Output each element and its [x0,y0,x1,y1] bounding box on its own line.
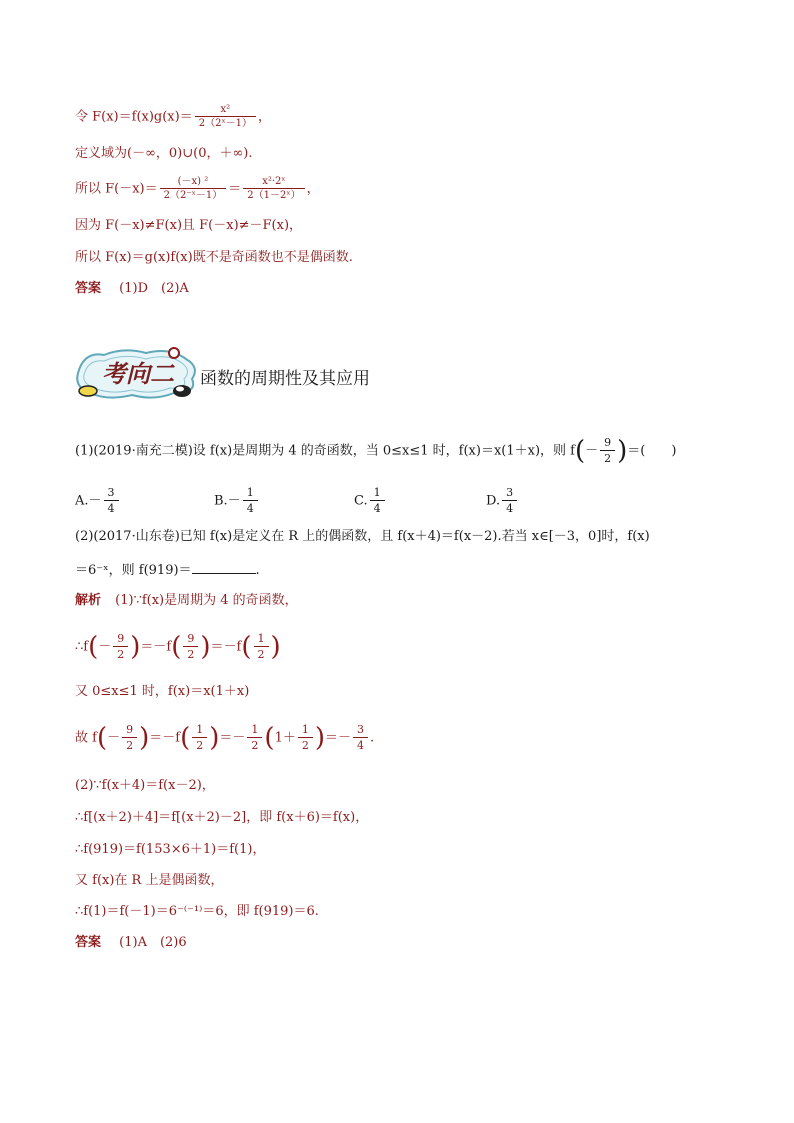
problem-2-line-1: (2)(2017·山东卷)已知 f(x)是定义在 R 上的偶函数，且 f(x＋4)＝f(x－2).若当 x∈[－3，0]时，f(x) [75,529,650,544]
option-d: D. $\frac{3}{4}$ [486,486,519,516]
fraction: $\frac{\text{x²}}{\text{2（2ˣ－1）}}$ [195,104,256,130]
solution-line-1: 解析 (1)∵f(x)是周期为 4 的奇函数， [75,593,298,608]
conclusion-line: 所以 F(x)＝g(x)f(x)既不是奇函数也不是偶函数. [75,250,353,265]
reason-line: 因为 F(－x)≠F(x)且 F(－x)≠－F(x)， [75,218,303,233]
solution-line-8: 又 f(x)在 R 上是偶函数， [75,873,224,888]
fraction: $\frac{\text{x²·2ˣ}}{\text{2（1－2ˣ）}}$ [243,176,304,202]
solution-line-9: ∴f(1)＝f(－1)＝6⁻⁽⁻¹⁾＝6，即 f(919)＝6. [75,904,319,919]
solution-line-5: (2)∵f(x＋4)＝f(x－2)， [75,778,215,793]
answer-line-1: 答案 (1)D (2)A [75,281,189,296]
option-a: A.－ $\frac{3}{4}$ [75,486,121,516]
answer-blank [192,561,256,574]
solution-line-2: ∴f(－ $\frac{9}{2}$ )＝－f( $\frac{9}{2}$ )＝－f( $\frac{1}{2}$ ) [75,632,281,662]
solution-line-6: ∴f[(x＋2)＋4]＝f[(x＋2)－2]，即 f(x＋6)＝f(x)， [75,810,369,825]
formula-line-1: 令 F(x)＝f(x)g(x)＝ $\frac{\text{x²}}{\text{2（2ˣ－1）}}$ ， [75,104,272,129]
section-title: 函数的周期性及其应用 [200,369,370,389]
answer-label: 答案 [75,281,102,296]
answer-line-2: 答案 (1)A (2)6 [75,935,187,950]
solution-line-3: 又 0≤x≤1 时，f(x)＝x(1＋x) [75,684,250,699]
solution-line-7: ∴f(919)＝f(153×6＋1)＝f(1)， [75,842,266,857]
fraction: $\frac{9}{2}$ [600,436,615,466]
problem-2-line-2: ＝6⁻ˣ，则 f(919)＝ . [75,563,260,578]
option-b: B.－ $\frac{1}{4}$ [214,486,260,516]
fraction: $\frac{\text{(－x) ²}}{\text{2（2⁻ˣ－1）}}$ [160,176,227,202]
badge-text: 考向二 [102,359,174,388]
problem-1: (1)(2019·南充二模)设 f(x)是周期为 4 的奇函数，当 0≤x≤1 时，f(x)＝x(1＋x)，则 f(－ $\frac{9}{2}$ )＝( ) [75,436,677,466]
solution-line-4: 故 f(－ $\frac{9}{2}$ )＝－f( $\frac{1}{2}$ )＝－ $\frac{1}{2}$ (1＋ $\frac{1}{2}$ )＝－ $\frac{3}{4}$ . [75,723,375,753]
domain-line: 定义域为(－∞，0)∪(0，＋∞). [75,146,253,161]
answer-label: 答案 [75,935,102,950]
solution-label: 解析 [75,593,102,608]
section-badge-icon [74,345,204,401]
option-c: C. $\frac{1}{4}$ [354,486,387,516]
formula-line-3: 所以 F(－x)＝ $\frac{\text{(－x) ²}}{\text{2（2⁻ˣ－1）}}$ ＝ $\frac{\text{x²·2ˣ}}{\text{2（1－2ˣ）}}$ ， [75,176,320,201]
